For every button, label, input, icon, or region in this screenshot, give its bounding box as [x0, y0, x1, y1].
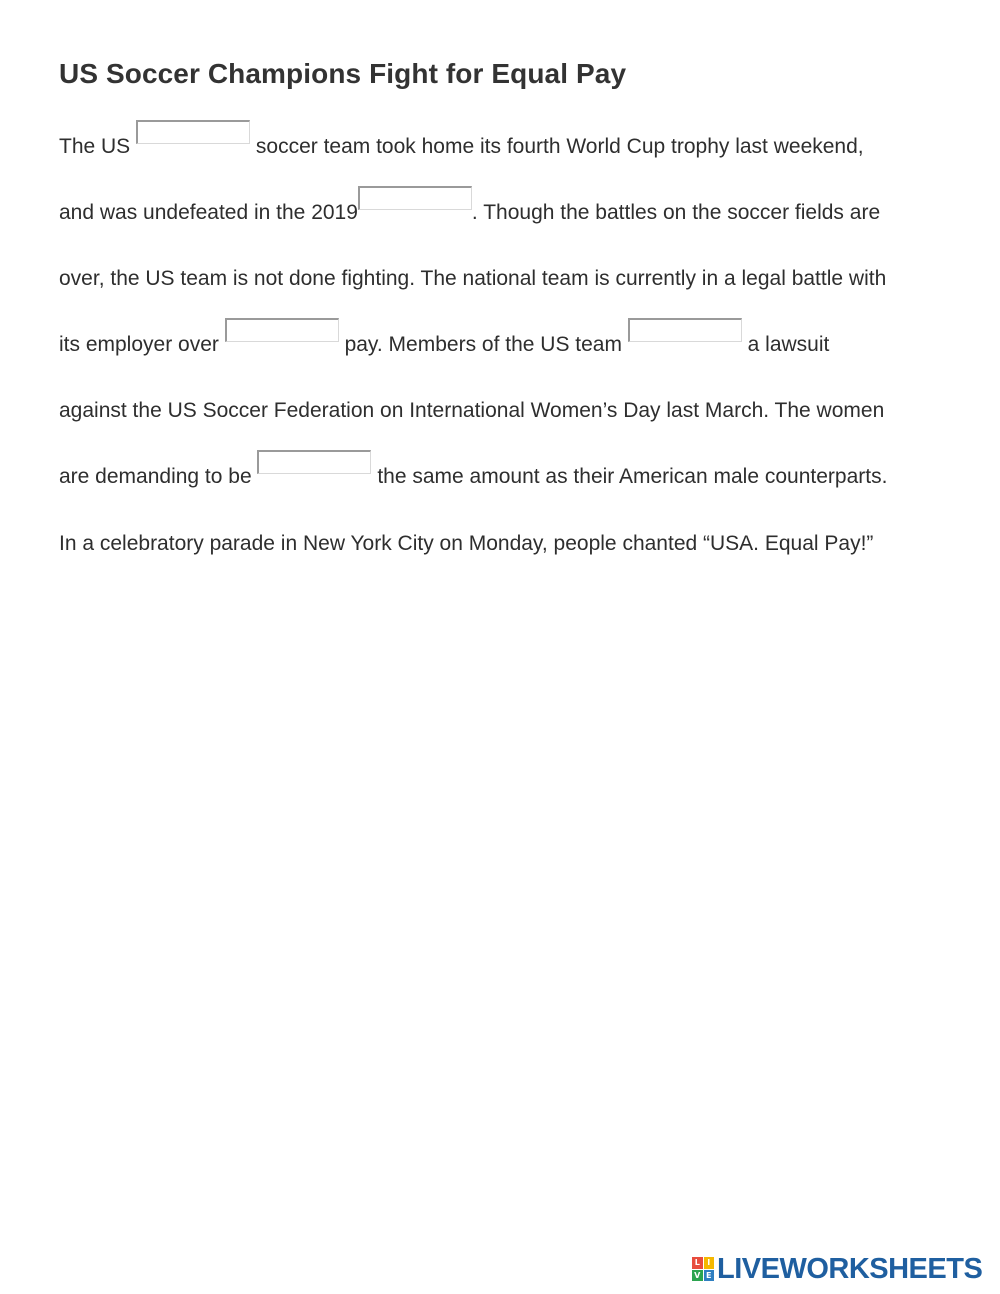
- logo-badge-letter: I: [704, 1257, 715, 1269]
- passage-line: [59, 462, 887, 492]
- passage-text: over, the US team is not done fighting. The national team is currently in a legal battle with: [59, 267, 887, 290]
- passage-text: In a celebratory parade in New York City on Monday, people chanted “USA. Equal Pay!”: [59, 532, 874, 555]
- logo-badge-letter: E: [704, 1270, 715, 1282]
- passage-line: [59, 198, 880, 228]
- answer-blank-5[interactable]: [257, 450, 371, 474]
- passage-line: [59, 396, 884, 426]
- page-title: US Soccer Champions Fight for Equal Pay: [59, 58, 627, 89]
- passage-text: and was undefeated in the 2019: [59, 201, 358, 224]
- answer-blank-3[interactable]: [225, 318, 339, 342]
- passage-text: a lawsuit: [747, 333, 830, 356]
- passage-text: soccer team took home its fourth World Cup trophy last weekend,: [255, 135, 864, 158]
- passage-text: its employer over: [59, 333, 219, 356]
- passage-text: pay. Members of the US team: [344, 333, 622, 356]
- passage-text: the same amount as their American male counterparts.: [377, 465, 888, 488]
- logo-badge-letter: V: [692, 1270, 703, 1282]
- answer-blank-1[interactable]: [136, 120, 250, 144]
- passage-line: [59, 132, 864, 162]
- logo-text: LIVEWORKSHEETS: [717, 1252, 983, 1285]
- passage-line: [59, 330, 829, 360]
- passage-text: are demanding to be: [59, 465, 252, 488]
- logo-badge-letter: L: [692, 1257, 703, 1269]
- liveworksheets-logo[interactable]: [692, 1253, 982, 1285]
- answer-blank-4[interactable]: [628, 318, 742, 342]
- passage-text: The US: [59, 135, 131, 158]
- passage-text: against the US Soccer Federation on International Women’s Day last March. The women: [59, 399, 885, 422]
- passage-line: [59, 529, 873, 559]
- passage-text: . Though the battles on the soccer fields are: [471, 201, 881, 224]
- answer-blank-2[interactable]: [358, 186, 472, 210]
- passage-line: [59, 264, 886, 294]
- logo-badge-icon: [692, 1257, 714, 1281]
